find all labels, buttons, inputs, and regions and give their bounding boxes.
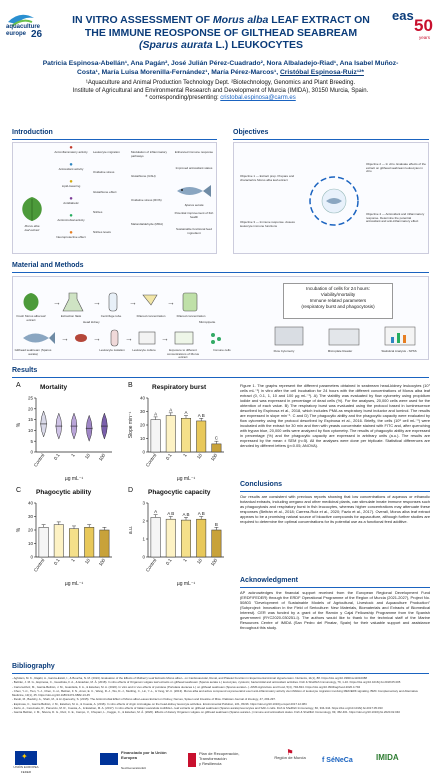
chart-b-title: Respiratory burst [152,384,207,391]
x-tick-label: 1 [182,452,188,458]
x-tick-label: Control [144,452,158,468]
bibliography-rule [12,673,429,674]
objective-4: Objective 4 — Antioxidant and inflammatory response. Determine the potential antioxidant and anti-inflammatory effect [366,212,425,224]
y-tick-label: 20 [139,422,145,428]
bibliography-list [12,676,429,715]
morus-label: Morus alba leaf extract [24,224,40,232]
significance-letter: A B [167,511,175,516]
x-tick-label: 0.1 [52,557,61,566]
chart-mortality [12,382,120,482]
reference: - Devki, M., Bavishy, A., Shah, M., & Ar-Quereshy, S. (2015). The Antimicrobial Effect of Morus alba Leaves Extract on Kidney, Nerves, Spleen and Intestine of Mice. Pakistan Journal of Zoology, 47, 293-297. [12,697,276,702]
x-tick-label: 0.1 [164,452,173,461]
reference: - Beltrán, J. M. G., Espinosa, C., Guardiola, F. A., & Esteban, M. Á. (2018). In vitro effects of Origanum vulgare leaf extracts on gilthead seabream (Sparus aurata L.) leucocytes, cytotoxic, bactericidal and antioxidant activities. Fish & Shellfish Immunology, 79, 1-10. https://doi.org/10.1016/j.fsi.2018.05.005 [12,680,401,685]
introduction-title: Introduction [12,129,53,136]
chart-c-letter: C [16,487,22,494]
eu-flag-icon: ✦ [15,751,37,765]
microplate-reader-label: Microplate Reader [327,349,353,353]
method-label-isolation: Leukocyte isolation [99,348,125,352]
leukocyte-workflow-icons [19,327,229,349]
recovery-plan-logo: Plan de Recuperación, Transformación y Resiliencia [188,751,258,777]
eu-feder-logo: ✦ UNIÓN EUROPEA FEDER [13,752,39,774]
y-tick-label: 40 [27,500,33,506]
x-axis-label: µg mL⁻¹ [176,476,196,482]
y-tick-label: 3 [142,500,145,506]
y-tick-label: 20 [27,527,33,533]
eas-years: years [419,35,431,40]
method-label-exposure: Exposure to different concentrations of Morus extract [166,348,199,360]
method-label-flask: Extraction flask [60,314,82,318]
x-tick-label: 100 [209,452,219,462]
chart-d-plot [124,497,232,587]
significance-letter: A B [182,511,190,517]
significance-letter: B [214,521,218,527]
introduction-rule [12,139,217,140]
bibliography-title: Bibliography [12,663,55,670]
acknowledgment-title: Acknowledgment [240,577,298,584]
method-label-culture: Leukocyte culture [132,348,156,352]
significance-letter: A [184,410,188,416]
conclusions-text: Our results are consistent with previous reports showing that low concentrations of aqueous or ethanolic botanical extracts, including oregano and other medicinal plants, can stimulate innate immune responses such as phagocytosis and respiratory burst in fish leucocytes, whereas higher concentrations may attenuate these responses (Beltrán et al., 2018; Carrera-Ruiz et al., 2020; Fazio et al., 2017). Overall, Morus alba leaf extract appears to be a promising natural source of bioactive compounds for aquaculture, although further studies are required to determine the optimal concentrations for its potential use as a functional feed additive. [240,494,430,524]
murcia-shield-icon: ⚑ [286,748,294,757]
svg-text:→: → [53,298,61,307]
method-label-seabream: Gilthead seabream (Sparus aurata) [14,348,52,356]
reference: - Garcia Beltrán, J. M., Silvera, D. G., Ruiz, C. E., Campo, V., Chupani, L., Faggio, C., & Esteban, M. Á. (2020). Effects of dietary Origanum vulgare on gilthead seabream (Sparus aurata L.) immune and antioxidant status. Fish & Shellfish Immunology, 99, 452-461. https://doi.org/10.1016/j.fsi.2020.02.040 [12,710,400,715]
fish-icon [173,183,213,199]
x-tick-label: 10 [195,557,204,565]
y-tick-label: 20 [27,406,33,412]
y-axis-label: % [16,422,22,428]
effects-column-3: Enhanced immune response Improved antioxidant status Sparus aurata Potential improvement of fish health Sustainable functional feed ingredient [174,150,214,235]
head-kidney-label: Head kidney [83,320,100,324]
significance-letter: A [169,407,173,413]
y-tick-label: 10 [27,428,33,433]
eas-fifty: 50 [414,16,433,35]
bar [39,527,48,557]
incubation-box: Incubation of cells for 24 hours: Viability/mortality Immune related parameters (respiratory burst and phagocytosis) [283,283,393,319]
reference: - Chen, Y.-C., Tien, Y.-J., Chen, C.-H., Beltran, F. N., Amor, E. C., Wang, R.-J., Wu, D.-J., Mettling, C., Lin, Y.-L., & Yang, W.-C. (2013). Morus alba and active compound oxyresveratrol exert anti-inflammatory activity via inhibition of leukocyte migration involving MEK/ERK signaling. BMC Complementary and Alternative Medicine, 13(1), 45. https://doi.org/10.1186/1472-6882-13-45 [12,688,419,698]
statistical-analysis-label: Statistical Analysis - SPSS [381,349,417,353]
bar [181,418,190,452]
eas-50-years-logo [392,6,436,46]
chart-c-title: Phagocytic ability [36,489,92,496]
chart-respiratory-burst [124,382,232,482]
bar [69,529,78,557]
chart-a-plot [12,392,120,482]
bar [212,444,221,452]
email-link[interactable]: cristobal.espinosa@carm.es [220,95,296,102]
reference: - Espinosa, C., García Beltrán, J. M., Esteban, M. A., & Cuesta, A. (2016). In vitro effects of virgin microalgae on the head-kidney leucocyte activities. Environmental Pollution, 221, 89-96. https://doi.org/10.1016/j.envpol.2017.12.084 [12,701,307,706]
method-label-micropipette: Micropipette [199,320,216,324]
y-tick-label: 0 [30,449,33,455]
logo-left-number: 26 [31,29,43,40]
objective-3: Objective 3 — Immune response. Assess leukocyte immune functions [240,220,295,228]
methods-panel [12,276,429,360]
chart-b-letter: B [128,382,133,389]
logo-left-text-2: europe [6,31,27,37]
significance-letter: A [154,411,158,417]
bar [54,525,63,557]
method-label-concentrate: Filtered concentration [176,314,206,318]
svg-text:→: → [93,334,101,343]
activities-list: ● Anti-inflammatory activity ● Antioxidant activity ● Lipid-lowering ● Antidiabetic ● Antimicrobial activity ● Neuroprotective effect [54,145,88,239]
svg-text:→: → [93,298,101,307]
instrument-icons [267,323,427,349]
objective-2: Objective 2 — In vitro. Evaluate effects of the extract on gilthead seabream leukocytes in vitro [366,162,426,174]
method-label-filter: Filtered concentration [136,314,166,318]
morus-leaf-icon [17,195,47,223]
nextgen-eu-logo: Financiado por la Unión Europea NextGenerationEU [100,751,170,777]
bar [151,517,160,557]
introduction-panel [12,142,217,254]
chart-phagocytic-ability [12,487,120,587]
svg-text:→: → [125,334,133,343]
chart-c-plot [12,497,120,587]
logo-left-text-1: aquaculture [6,24,41,30]
method-label-immune-cells: Immune cells [213,348,231,352]
corresponding-author: Cristóbal Espinosa-Ruiz¹²* [279,68,364,76]
imida-logo: IMIDA [376,753,399,762]
x-tick-label: 10 [83,557,92,565]
significance-letter: A [154,509,158,515]
y-tick-label: 40 [139,395,145,401]
x-tick-label: 10 [83,452,92,460]
x-tick-label: 100 [209,557,219,567]
y-tick-label: 5 [30,438,33,444]
x-tick-label: Control [144,557,158,573]
y-tick-label: 1 [142,536,145,542]
significance-letter: C [214,435,219,441]
bar [100,530,109,557]
aquaculture-europe-logo [6,8,58,46]
y-axis-label: % [16,527,22,533]
chart-b-plot [124,392,232,482]
extraction-workflow-icons [21,289,211,315]
svg-text:→: → [161,334,169,343]
y-tick-label: 30 [27,514,33,520]
acknowledgment-rule [240,587,430,588]
x-axis-label: µg mL⁻¹ [64,581,84,587]
y-tick-label: 2 [142,518,145,524]
acknowledgment-text: AP acknowledges the financial support received from the European Regional Development Fund (ERDF/FEDER) through the ERDF Operational Programme of the Region of Murcia (2021-2027), Project No. 50803 "Development of Sustainable Models of Agricultural, Livestock and Aquaculture Production" (Subproject: Innovation in the Field of Sericulture: New Materials, Biomaterials and Extracts of Biomedical Interest). CER was funded by a grant of the Ramón y Cajal Fellowship Programme from the Spanish government (RYC2020-030251-I). The authors would like to thank to the technical staff of the Marine Resources Centre of IMIDA (San Pedro del Pinatar, Spain) for their valuable support and assistance throughout this study. [240,590,430,630]
chart-a-title: Mortality [40,384,68,391]
flow-cytometry-label: Flow Cytometry [273,349,295,353]
bar [166,519,175,557]
method-label-tube: Centrifuge tube [100,314,122,318]
eu-flag-icon [100,753,118,765]
x-axis-label: µg mL⁻¹ [64,476,84,482]
bar [166,416,175,452]
results-title: Results [12,367,38,374]
significance-letter: A B [197,511,205,516]
method-label-leaf: Fresh Morus alba leaf extract [16,314,46,322]
reference: - Carrera-Ruiz, M., Garcia-Beltrán, J. M., Guardiola, F. A., & Esteban, M. A. (2020). In vitro and in vivo effects of purslane (Portulaca oleracea L.) on gilthead seabream (Sparus aurata L.). AIMS Agriculture and Food, 5(4), 794-824. https://doi.org/10.3934/agrfood.2020.4.794 [12,684,361,689]
y-tick-label: 30 [139,409,145,415]
objectives-panel [233,142,429,254]
chart-d-letter: D [128,487,134,494]
x-tick-label: 0.1 [52,452,61,461]
reference: - Aghdam, M. K., Rajabi, A., Garcia-Estéli, I., & Boucha, N. M. (2024). Evaluation of the Effects of Mulberry Leaf Extracts Morus alba L. on Cardiovascular, Renal, and Platelet Function in Experimental Animal Hypertension. Nutrients, 11(1), 88. https://doi.org/10.3390/nu11010088 [12,676,367,680]
objectives-title: Objectives [233,129,269,136]
x-tick-label: 10 [195,452,204,460]
x-tick-label: 1 [70,557,76,563]
affiliations: ¹Aquaculture and Animal Production Technology Dept. ²Biotechnology, Genomics and Plant Breeding. Institute of Agricultural and Environmental Research and Development of Murcia (IMIDA), 30150 Murcia, Spain. * corresponding/presenting: cristobal.espinosa@carm.es [72,80,369,102]
results-rule [12,377,429,378]
effects-column-1: Leukocyte migration Oxidative stress Glutathione effect Nitrites Nitrites levels [93,150,120,234]
figure-caption: Figure 1. The graphs represent the different parameters obtained in seabream head-kidney leukocytes (10⁷ cells mL⁻¹) in vitro after the cell incubation for 24 hours with the different concentrations of Morus alba leaf extract (0, 0.1, 1, 10 and 100 µg mL⁻¹). A) The viability was evaluated by flow cytometry using propidium iodide and was expressed in percentage of dead cells (%). For the analyses, 20,000 cells were used for the obtention of each value. B) The respiratory burst was evaluated using the protocol based in luminescence described by Espinosa et al., 2018, which includes PMA as respiratory burst inductor and luminol. The results are expressed in slope min⁻¹. C and D) The phagocytic ability and the phagocytic capacity were evaluated by flow cytometry using the protocol described by Espinosa et al., 2016. Briefly, the cells (10⁶ cell mL⁻¹) were incubated with the extract for 30 min and then with yeasts concentrate stained with FITC and, after quenching with trypan blue, 20,000 cells were analyzed by flow cytometry. The results of phagocytic ability are expressed in percentage (%) and the phagocytic capacity are expressed in arbitrary units (a.u.). The results are expressed by the mean ± SEM (n=5). All the analyses were done per triplicate. Statistical differences are denoted by different letters (p<0.05; ANOVA). [240,383,430,448]
conclusions-rule [240,491,430,492]
y-tick-label: 0 [30,554,33,560]
x-tick-label: 1 [182,557,188,563]
methods-rule [12,272,429,273]
chart-phagocytic-capacity [124,487,232,587]
authors: Patricia Espinosa-Abellán¹, Ana Pagán², José Julián Pérez-Cuadrado², Nora Albaladejo-Riad¹, Ana Isabel Muñoz- Costa¹, María Luisa Morenilla-Fernández¹, María Pérez-Marcos¹, Cristóbal Espinosa-Ruiz¹²* [42,60,399,76]
svg-text:→: → [61,334,69,343]
x-tick-label: 0.1 [164,557,173,566]
effects-column-2: Modulation of inflammatory pathways Glutathione (GSH) Oxidative stress (ROS) Malondialdehyde (MDA) [131,150,168,226]
x-tick-label: Control [32,557,46,573]
x-tick-label: 100 [97,557,107,567]
funding-logos [0,745,441,784]
objective-1: Objective 1 — Extract prep. Prepare and characterize Morus alba leaf extract [240,174,295,182]
svg-text:→: → [129,298,137,307]
svg-text:→: → [167,298,175,307]
y-tick-label: 25 [27,395,33,401]
y-tick-label: 0 [142,449,145,455]
y-axis-label: a.u. [128,525,134,535]
bar [196,421,205,452]
bar [151,420,160,452]
objectives-cycle-diagram [304,171,364,231]
y-axis-label: Slope min⁻¹ [128,411,134,439]
significance-letter: A B [197,412,205,418]
x-axis-label: µg mL⁻¹ [176,581,196,587]
methods-title: Material and Methods [12,262,84,269]
x-tick-label: Control [32,452,46,468]
recovery-plan-icon [188,753,196,767]
y-tick-label: 0 [142,554,145,560]
conclusions-title: Conclusions [240,481,283,488]
bar [84,527,93,557]
eas-text: eas [392,8,414,23]
chart-d-title: Phagocytic capacity [148,489,211,496]
bar [212,530,221,557]
y-tick-label: 10 [139,436,145,442]
x-tick-label: 100 [97,452,107,462]
seneca-logo: f SéNeCa [322,757,353,764]
bar [181,520,190,557]
reference: - Fazio, A., Cerezuela, R., Panuccio, M. R., Cuesta, A., & Esteban, M. A. (2017). In vitro effects of Italian Lavandula multifida L. leaf extracts on gilthead seabream (Sparus aurata) leucocytes and SAF-1 cells. Fish & Shellfish Immunology, 66, 334-344. https://doi.org/10.1016/j.fsi.2017.05.033 [12,706,383,711]
y-tick-label: 10 [27,541,33,547]
objectives-rule [233,139,429,140]
x-tick-label: 1 [70,452,76,458]
y-tick-label: 15 [27,417,33,423]
region-murcia-logo: ⚑ Región de Murcia [270,751,310,761]
chart-a-letter: A [16,382,21,389]
bar [196,519,205,557]
poster-title: IN VITRO ASSESSMENT OF Morus alba LEAF EXTRACT ON THE IMMUNE REOSPONSE OF GILTHEAD SEABREAM (Sparus aurata L.) LEUKOCYTES [72,14,370,51]
